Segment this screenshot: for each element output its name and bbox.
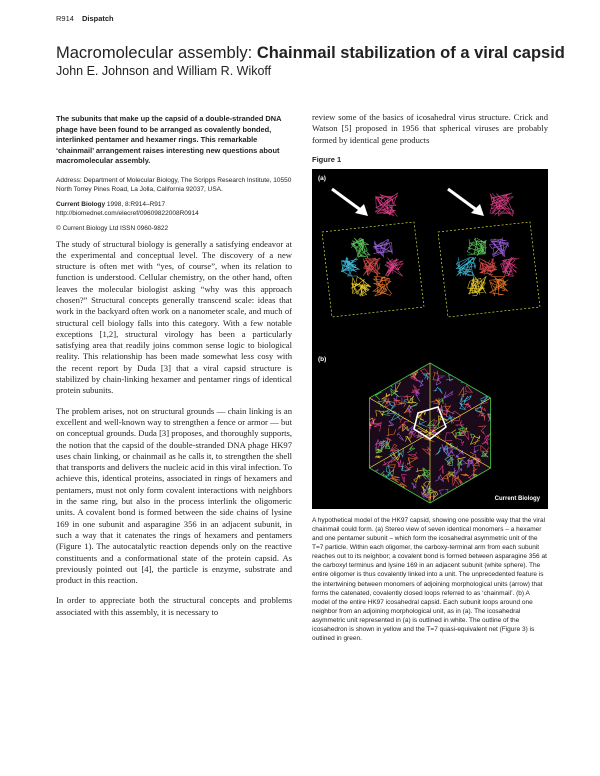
- panel-b-label: (b): [318, 355, 327, 363]
- citation-journal: Current Biology: [56, 200, 106, 208]
- body-paragraph-1: The study of structural biology is generally a satisfying endeavor at the experimental and conceptual level. The discovery of a new structure is often met with “yes, of course”, when its relation to function is understood. Cellular chemistry, on the other hand, often leaves the molecular biologist asking “why was this approach chosen?” Structural concepts generally transcend scale: ideas that work in the backyard often work on a nanometer scale, and much of structural cell biology falls into this category. With a few notable exceptions [1,2], structural virology has been a particularly satisfying area that readily joins common sense logic to biological reality. This relationship has been made somewhat less cosy with the recent report by Duda [3] that a viral capsid structure is stabilized by chain-linking hexamer and pentamer rings of identical protein subunits.: [56, 238, 292, 396]
- running-head: [56, 14, 114, 23]
- body-paragraph-2: The problem arises, not on structural grounds — chain linking is an excellent and well-known way to strengthen a fence or armor — but on conceptual grounds. Duda [3] proposes, and thoroughly supports, the notion that the capsid of the double-stranded DNA phage HK97 uses chain linking, or chainmail as he calls it, to strengthen the shell that transports and delivers the nucleic acid in this viral infection. To achieve this, identical proteins, associated in rings of hexamers and pentamers, must not only form covalent interactions with neighbors in the same ring, but also in the process interlink the oligomeric units. A covalent bond is formed between the side chains of lysine 169 in one subunit and asparagine 356 in an adjacent subunit, in such a way that it catenates the rings of hexamers and pentamers (Figure 1). The autocatalytic reaction depends only on the reactive constituents and a conformational state of the protein capsid. As previously pointed out [4], the particle is enzyme, substrate and product in this reaction.: [56, 405, 292, 586]
- body-paragraph-3-continued: review some of the basics of icosahedral virus structure. Crick and Watson [5] proposed in 1956 that spherical viruses are probably formed by identical gene products: [312, 112, 548, 145]
- figure-caption: A hypothetical model of the HK97 capsid, showing one possible way that the viral chainmail could form. (a) Stereo view of seven identical monomers – a hexamer and one pentamer subunit – which form the icosahedral asymmetric unit of the T=7 particle. Within each oligomer, the carboxy-terminal arm from each subunit reaches out to its neighbor; a covalent bond is formed between asparagine 356 at the carboxyl terminus and lysine 169 in an adjacent subunit (white sphere). The entire oligomer is thus covalently linked into a unit. The unprecedented feature is the intertwining between monomers of adjoining morphological units (arrow) that forms the catenated, covalently closed loops referred to as ‘chainmail’. (b) A model of the entire HK97 icosahedral capsid. Each subunit loops around one neighbor from an adjoining morphological unit, as in (a). The icosahedral asymmetric unit represented in (a) is outlined in white. The outline of the icosahedron is shown in yellow and the T=7 quasi-equivalent net (Figure 3) is outlined in green.: [312, 516, 547, 643]
- figure-label: Figure 1: [312, 154, 342, 164]
- citation: [56, 200, 292, 218]
- stereo-view-left: [322, 189, 424, 317]
- citation-url[interactable]: http://biomednet.com/elecref/09609822008R0914: [56, 209, 199, 217]
- right-column: [312, 114, 548, 643]
- stereo-view-right: [438, 189, 540, 317]
- title-main: Chainmail stabilization of a viral capsid: [256, 44, 565, 62]
- capsid-model: [356, 360, 503, 504]
- title-prefix: Macromolecular assembly:: [56, 44, 257, 62]
- left-column: [56, 114, 292, 627]
- panel-a-label: (a): [318, 174, 326, 182]
- article-title: [56, 44, 576, 63]
- figure-watermark: Current Biology: [494, 495, 540, 502]
- article-authors: John E. Johnson and William R. Wikoff: [56, 64, 272, 78]
- section-name: Dispatch: [81, 14, 114, 23]
- body-paragraph-3: In order to appreciate both the structural concepts and problems associated with this assembly, it is necessary to: [56, 595, 292, 617]
- address: Address: Department of Molecular Biology, The Scripps Research Institute, 10550 North Torrey Pines Road, La Jolla, California 92037, USA.: [56, 176, 292, 193]
- citation-detail: 1998, 8:R914–R917: [105, 200, 166, 208]
- figure-1: [312, 169, 548, 509]
- abstract: The subunits that make up the capsid of a double-stranded DNA phage have been found to be arranged as covalently bonded, interlinked pentamer and hexamer rings. This remarkable ‘chainmail’ arrangement raises interesting new questions about macromolecular assembly.: [56, 114, 282, 165]
- page-number: R914: [56, 14, 74, 23]
- figure-graphic: [312, 169, 548, 509]
- copyright: © Current Biology Ltd ISSN 0960-9822: [56, 224, 169, 232]
